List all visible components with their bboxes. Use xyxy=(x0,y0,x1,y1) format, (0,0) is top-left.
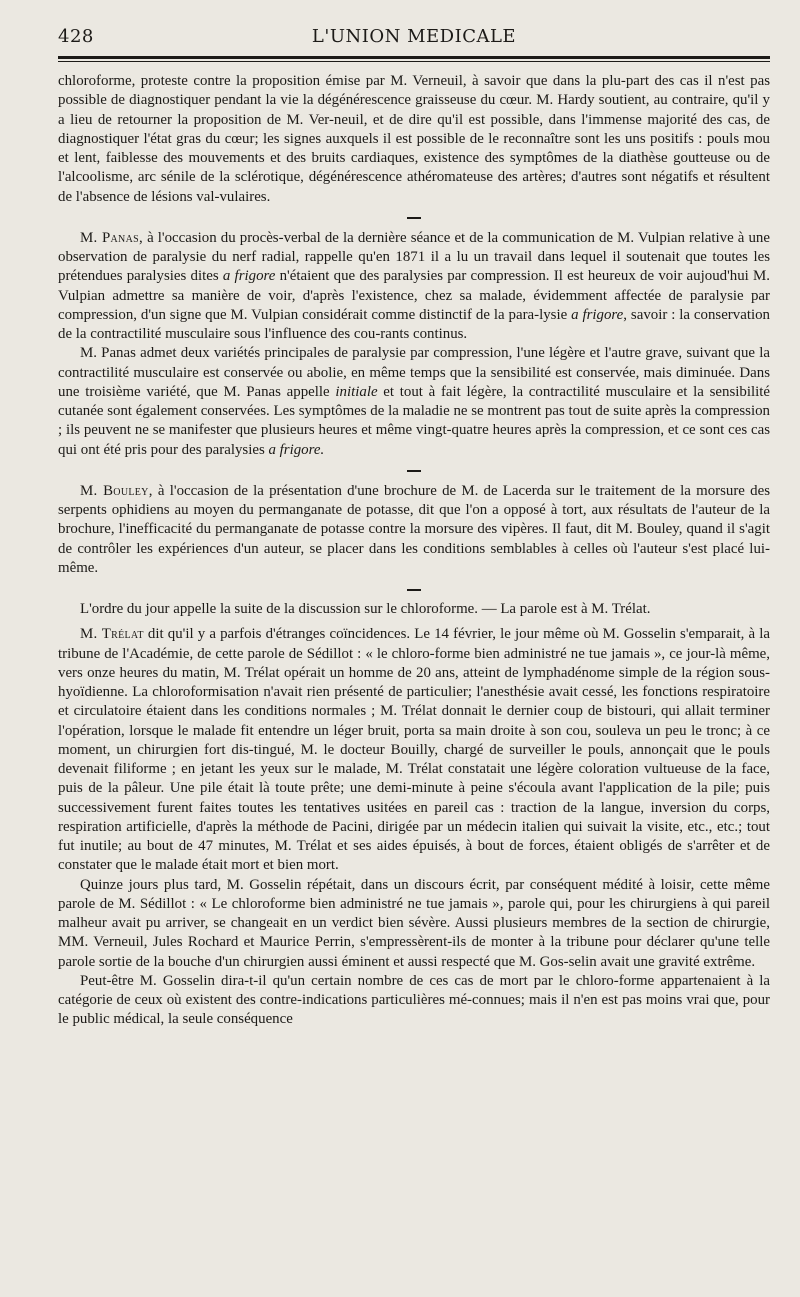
speaker-name: M. Panas, xyxy=(80,229,143,246)
paragraph-panas: M. Panas, à l'occasion du procès-verbal de la dernière séance et de la communication de M. Vulpian relative à une observation de paralysie du nerf radial, rappelle qu'en 1871 il a lu un travail dans lequel il soutenait que toutes les prétendues paralysies dites a frigore n'étaient que des paralysies par compression. Il est heureux de voir aujoud'hui M. Vulpian admettre sa manière de voir, d'après l'existence, chez sa malade, évidemment affectée de paralysie par compression, d'un signe que M. Vulpian considérait comme distinctif de la para-lysie a frigore, savoir : la conservation de la contractilité musculaire sous l'influence des cou-rants continus. xyxy=(58,229,770,342)
paragraph-panas-varieties: M. Panas admet deux variétés principales de paralysie par compression, l'une légère et l'autre grave, suivant que la contractilité musculaire est conservée ou abolie, en même temps que la sensibilité est conservée, mais diminuée. Dans une troisième variété, que M. Panas appelle initiale et tout à fait légère, la contractilité musculaire et la sensibilité cutanée sont également conservées. Les symptômes de la maladie ne se montrent pas tout de suite après la compression ; ils peuvent ne se manifester que plusieurs heures et même vingt-quatre heures après la compression, et ce sont ces cas qui ont été pris pour des paralysies a frigore. xyxy=(58,345,770,458)
paragraph-bouley: M. Bouley, à l'occasion de la présentation d'une brochure de M. de Lacerda sur le traitement de la morsure des serpents ophidiens au moyen du permanganate de potasse, dit que l'on a opposé à tort, aux résultats de l'auteur de la brochure, l'inefficacité du permanganate de potasse contre la morsure des vipères. Il faut, dit M. Bouley, quand il s'agit de contrôler les expériences d'un auteur, se placer dans les conditions semblables à celles où l'auteur s'est placé lui-même. xyxy=(58,482,770,576)
paragraph-gosselin: Quinze jours plus tard, M. Gosselin répétait, dans un discours écrit, par conséquent médité à loisir, cette même parole de M. Sédillot : « Le chloroforme bien administré ne tue jamais », parole qui, pour les chirurgiens à qui pareil malheur avait pu arriver, se changeait en un verdict bien sévère. Aussi plusieurs membres de la section de chirurgie, MM. Verneuil, Jules Rochard et Maurice Perrin, s'empressèrent-ils de monter à la tribune pour déclarer qu'une telle parole sortie de la bouche d'un chirurgien aussi éminent et aussi respecté que M. Gos-selin avait une gravité extrême. xyxy=(58,876,770,970)
paragraph-hardy: chloroforme, proteste contre la proposition émise par M. Verneuil, à savoir que dans la plu-part des cas il n'est pas possible de diagnostiquer pendant la vie la dégénérescence graisseuse du cœur. M. Hardy soutient, au contraire, qu'il y a lieu de retourner la proposition de M. Ver-neuil, et de dire qu'il est possible, dans l'immense majorité des cas, de diagnostiquer l'état gras du cœur; les signes auxquels il est possible de le reconnaître sont les uns positifs : pouls mou et lent, faiblesse des mouvements et des bruits cardiaques, existence des symptômes de la diathèse goutteuse ou de l'alcoolisme, arc sénile de la sclérotique, dégénérescence athéromateuse des artères; d'autres sont négatifs et résultent de l'absence de lésions val-vulaires. xyxy=(58,73,770,205)
running-title: L'UNION MEDICALE xyxy=(311,26,517,47)
paragraph-trelat: M. Trélat dit qu'il y a parfois d'étranges coïncidences. Le 14 février, le jour même où M. Gosselin s'emparait, à la tribune de l'Académie, de cette parole de Sédillot : « le chloro-forme bien administré ne tue jamais », ce jour-là même, vers onze heures du matin, M. Trélat opérait un homme de 20 ans, atteint de lymphadénome simple de la région sous-hyoïdienne. La chloroformisation n'avait rien présenté de particulier; l'anesthésie avait cessé, les fonctions respiratoire et circulatoire étaient dans les conditions normales ; M. Trélat donnait le dernier coup de bistouri, qui allait terminer l'opération, lorsque le malade fit entendre un léger bruit, porta sa main droite à son cou, souleva un peu le tronc; à ce moment, un chirurgien fort dis-tingué, M. le docteur Bouilly, chargé de surveiller le pouls, annonçait que le pouls devenait filiforme ; en jetant les yeux sur le malade, M. Trélat constatait une légère coloration vultueuse de la face, puis de la pâleur. Une pile était là toute prête; une demi-minute à peine s'écoula avant l'application de la pile; puis successivement furent faites toutes les tentatives usitées en pareil cas : traction de la langue, inversion du corps, respiration artificielle, d'après la méthode de Pacini, dirigée par un médecin italien qui suivait la visite, etc., etc.; tout fut inutile; au bout de 47 minutes, M. Trélat et ses aides épuisés, à bout de forces, étaient obligés de s'arrêter et de constater que le malade était mort et bien mort. xyxy=(58,626,770,874)
article-body xyxy=(58,72,770,1030)
section-separator xyxy=(58,578,770,600)
page-number: 428 xyxy=(58,26,94,47)
running-header xyxy=(58,22,770,52)
section-separator xyxy=(58,207,770,229)
header-rule-thin xyxy=(58,61,770,62)
section-separator xyxy=(58,460,770,482)
paragraph-conclusion: Peut-être M. Gosselin dira-t-il qu'un certain nombre de ces cas de mort par le chloro-forme appartenaient à la catégorie de ceux où existent des contre-indications particulières mé-connues; mais il n'en est pas moins vrai que, pour le public médical, la seule conséquence xyxy=(58,972,770,1028)
speaker-name: M. Bouley, xyxy=(80,482,153,499)
header-rule-thick xyxy=(58,56,770,59)
paragraph-order-of-day: L'ordre du jour appelle la suite de la discussion sur le chloroforme. — La parole est à M. Trélat. xyxy=(80,601,651,617)
speaker-name: M. Trélat xyxy=(80,626,144,643)
